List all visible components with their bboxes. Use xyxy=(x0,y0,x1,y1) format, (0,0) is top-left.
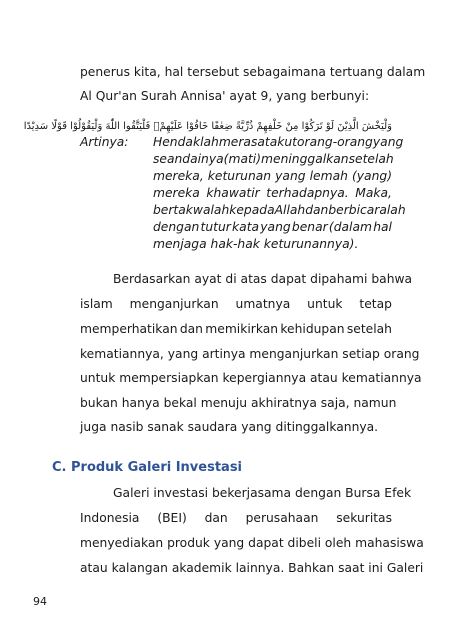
word: kata xyxy=(232,220,260,234)
word: memperhatikan xyxy=(80,322,178,336)
word: yang xyxy=(275,169,306,183)
paragraph-2-line: Galeri investasi bekerjasama dengan Bursa Efek xyxy=(113,486,412,500)
paragraph-1-line xyxy=(80,321,392,337)
paragraph-1-line: juga nasib sanak saudara yang ditinggalkannya. xyxy=(80,420,379,434)
word: memikirkan xyxy=(205,322,279,336)
word: umatnya xyxy=(235,297,291,311)
word: orang-orang xyxy=(297,135,373,149)
translation-text-line xyxy=(153,134,404,150)
word: dan xyxy=(204,511,228,525)
translation-text-line xyxy=(153,168,392,184)
word: mereka, xyxy=(153,169,204,183)
translation-label: Artinya: xyxy=(80,135,129,149)
intro-line-1: penerus kita, hal tersebut sebagaimana tertuang dalam xyxy=(80,65,426,79)
word: sekuritas xyxy=(336,511,392,525)
word: terhadapnya. xyxy=(266,186,349,200)
translation-text-line xyxy=(153,151,392,167)
translation-text-line xyxy=(153,202,406,218)
word: setelah xyxy=(346,322,392,336)
translation-text-line: menjaga hak-hak keturunannya). xyxy=(153,237,359,251)
word: yang xyxy=(372,135,404,149)
intro-line-2: Al Qur'an Surah Annisa' ayat 9, yang berbunyi: xyxy=(80,89,370,103)
arabic-verse: وَلْيَخْشَ الَّذِيْنَ لَوْ تَرَكُوْا مِنْ خَلْفِهِمْ ذُرِّيَّةً ضِعٰفًا خَافُوْا عَلَيْهِمْۖ فَلْيَتَّقُوا اللّٰهَ وَلْيَقُوْلُوْا قَوْلًا سَدِيْدًا xyxy=(23,121,392,132)
paragraph-2-line: atau kalangan akademik lainnya. Bahkan saat ini Galeri xyxy=(80,561,424,575)
word: keturunan xyxy=(207,169,272,183)
word: untuk xyxy=(307,297,343,311)
word: islam xyxy=(80,297,113,311)
word: benar xyxy=(291,220,328,234)
word: merasa xyxy=(218,135,265,149)
word: (mati) xyxy=(223,152,262,166)
section-heading: C. Produk Galeri Investasi xyxy=(52,460,243,475)
translation-text-line xyxy=(153,185,392,201)
word: lemah xyxy=(309,169,348,183)
word: Allah xyxy=(274,203,306,217)
word: menganjurkan xyxy=(129,297,219,311)
word: (BEI) xyxy=(157,511,187,525)
paragraph-2-line xyxy=(80,510,392,526)
word: mereka xyxy=(153,186,200,200)
word: seandainya xyxy=(153,152,224,166)
word: tetap xyxy=(359,297,392,311)
paragraph-1-line: untuk mempersiapkan kepergiannya atau kematiannya xyxy=(80,371,422,385)
word: khawatir xyxy=(206,186,260,200)
word: (yang) xyxy=(351,169,392,183)
page-number: 94 xyxy=(33,595,47,608)
word: Hendaklah xyxy=(153,135,219,149)
word: (dalam xyxy=(328,220,372,234)
word: dan xyxy=(179,322,203,336)
word: yang xyxy=(260,220,291,234)
word: kehidupan xyxy=(280,322,345,336)
word: Indonesia xyxy=(80,511,140,525)
word: bertakwalah xyxy=(153,203,230,217)
word: meninggalkan xyxy=(261,152,349,166)
word: perusahaan xyxy=(245,511,319,525)
word: tutur xyxy=(200,220,231,234)
translation-text-line xyxy=(153,219,392,235)
paragraph-2-line: menyediakan produk yang dapat dibeli oleh mahasiswa xyxy=(80,536,424,550)
paragraph-1-line: kematiannya, yang artinya menganjurkan setiap orang xyxy=(80,347,420,361)
word: hal xyxy=(373,220,392,234)
word: Maka, xyxy=(355,186,392,200)
paragraph-1-line: Berdasarkan ayat di atas dapat dipahami bahwa xyxy=(113,272,413,286)
paragraph-1-line xyxy=(80,296,392,312)
word: dengan xyxy=(153,220,200,234)
word: berbicaralah xyxy=(328,203,406,217)
paragraph-1-line: bukan hanya bekal menuju akhiratnya saja, namun xyxy=(80,396,397,410)
word: dan xyxy=(305,203,329,217)
word: takut xyxy=(264,135,297,149)
word: kepada xyxy=(229,203,275,217)
word: setelah xyxy=(348,152,394,166)
